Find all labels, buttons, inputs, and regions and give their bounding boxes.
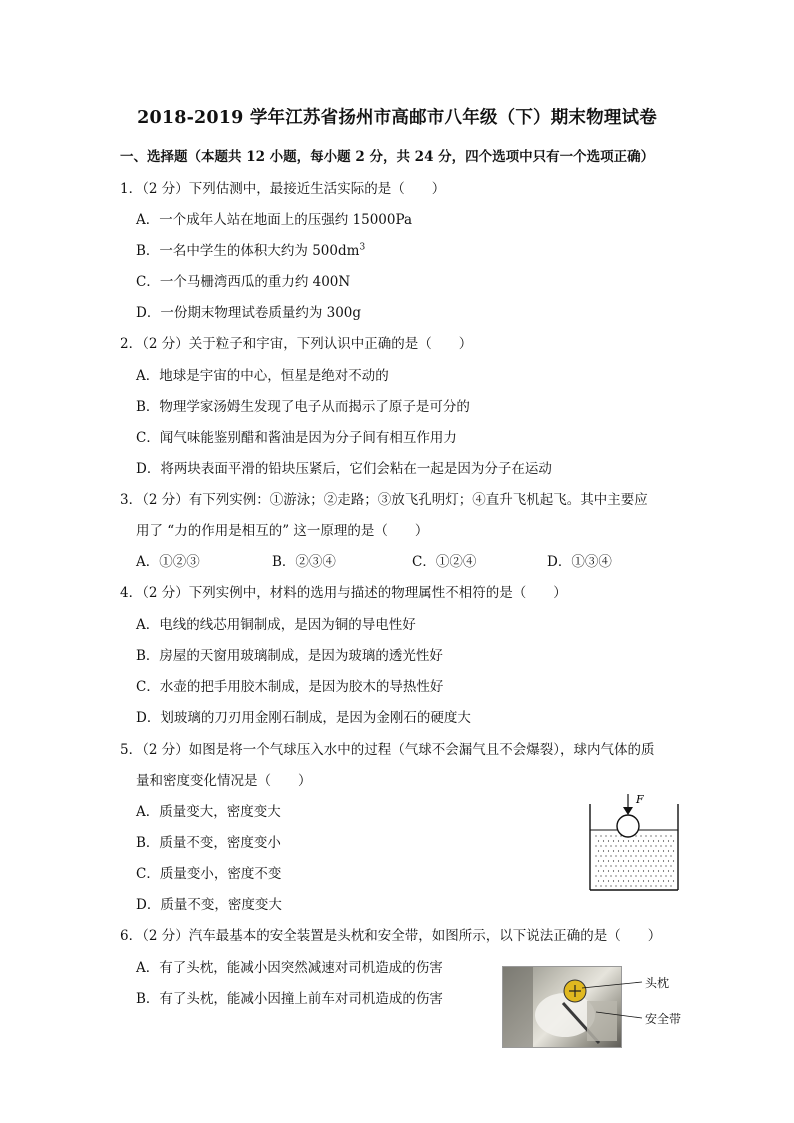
water-dot <box>623 870 624 871</box>
water-dot <box>600 875 601 876</box>
question-1-stem: 1．（2 分）下列估测中，最接近生活实际的是（ ） <box>120 181 446 197</box>
water-dot <box>610 885 611 886</box>
water-dot <box>665 845 666 846</box>
water-dot <box>623 840 624 841</box>
water-dot <box>615 885 616 886</box>
water-dot <box>628 850 629 851</box>
water-dot <box>650 865 651 866</box>
water-dot <box>673 840 674 841</box>
water-dot <box>615 845 616 846</box>
water-dot <box>623 880 624 881</box>
question-4-option-c: C．水壶的把手用胶木制成，是因为胶木的导热性好 <box>136 679 444 695</box>
water-dot <box>605 875 606 876</box>
water-dot <box>600 865 601 866</box>
question-6-stem: 6．（2 分）汽车最基本的安全装置是头枕和安全带，如图所示，以下说法正确的是（ ） <box>120 928 662 944</box>
water-dot <box>595 865 596 866</box>
water-dot <box>668 840 669 841</box>
water-dot <box>673 850 674 851</box>
water-dots <box>595 835 674 886</box>
question-2-option-d: D．将两块表面平滑的铅块压紧后，它们会粘在一起是因为分子在运动 <box>136 461 552 477</box>
water-dot <box>650 885 651 886</box>
question-3-option-c: C．①②④ <box>412 554 477 570</box>
water-dot <box>643 880 644 881</box>
water-dot <box>625 845 626 846</box>
water-dot <box>655 845 656 846</box>
water-dot <box>600 855 601 856</box>
water-dot <box>595 845 596 846</box>
water-dot <box>673 870 674 871</box>
water-dot <box>673 880 674 881</box>
water-dot <box>598 840 599 841</box>
water-dot <box>655 835 656 836</box>
water-dot <box>638 850 639 851</box>
water-dot <box>670 835 671 836</box>
superscript: 3 <box>359 242 366 253</box>
water-dot <box>645 885 646 886</box>
water-dot <box>653 860 654 861</box>
water-dot <box>645 865 646 866</box>
water-dot <box>635 845 636 846</box>
seatbelt-label: 安全带 <box>645 1012 682 1026</box>
water-dot <box>630 875 631 876</box>
water-dot <box>615 855 616 856</box>
water-dot <box>610 855 611 856</box>
water-dot <box>633 860 634 861</box>
balloon-icon <box>617 815 639 837</box>
question-1-option-c: C．一个马栅湾西瓜的重力约 400N <box>136 274 351 290</box>
question-4-stem: 4．（2 分）下列实例中，材料的选用与描述的物理属性不相符的是（ ） <box>120 585 567 601</box>
water-dot <box>665 865 666 866</box>
water-dot <box>670 875 671 876</box>
car-safety-figure <box>502 966 692 1048</box>
water-dot <box>648 870 649 871</box>
water-dot <box>653 840 654 841</box>
water-dot <box>605 855 606 856</box>
water-dot <box>670 865 671 866</box>
water-dot <box>668 870 669 871</box>
water-dot <box>670 855 671 856</box>
water-dot <box>620 875 621 876</box>
water-dot <box>655 865 656 866</box>
water-dot <box>665 855 666 856</box>
water-dot <box>625 885 626 886</box>
water-dot <box>658 840 659 841</box>
force-arrow-icon <box>623 807 633 815</box>
water-dot <box>600 835 601 836</box>
water-dot <box>638 880 639 881</box>
water-dot <box>635 885 636 886</box>
question-4-option-d: D．划玻璃的刀刃用金刚石制成，是因为金刚石的硬度大 <box>136 710 471 726</box>
water-dot <box>618 860 619 861</box>
question-3-stem-line1: 3．（2 分）有下列实例：①游泳；②走路；③放飞孔明灯；④直升飞机起飞。其中主要应 <box>120 492 648 508</box>
water-dot <box>618 840 619 841</box>
water-dot <box>635 875 636 876</box>
water-dot <box>620 865 621 866</box>
water-dot <box>645 835 646 836</box>
force-label: F <box>636 793 644 806</box>
water-dot <box>635 835 636 836</box>
water-dot <box>658 880 659 881</box>
question-5-stem-line1: 5．（2 分）如图是将一个气球压入水中的过程（气球不会漏气且不会爆裂），球内气体的质 <box>120 742 655 758</box>
question-6-option-b: B．有了头枕，能减小因撞上前车对司机造成的伤害 <box>136 991 443 1007</box>
water-dot <box>618 850 619 851</box>
water-dot <box>650 875 651 876</box>
water-dot <box>650 845 651 846</box>
water-dot <box>598 850 599 851</box>
water-dot <box>595 835 596 836</box>
water-dot <box>655 875 656 876</box>
water-dot <box>608 880 609 881</box>
water-dot <box>660 845 661 846</box>
water-dot <box>610 845 611 846</box>
water-dot <box>625 865 626 866</box>
water-dot <box>640 845 641 846</box>
water-dot <box>663 840 664 841</box>
question-1-option-d: D．一份期末物理试卷质量约为 300g <box>136 305 362 321</box>
page-title: 2018-2019 学年江苏省扬州市高邮市八年级（下）期末物理试卷 <box>137 108 657 128</box>
water-dot <box>663 860 664 861</box>
water-dot <box>630 855 631 856</box>
water-dot <box>638 860 639 861</box>
water-dot <box>640 885 641 886</box>
question-5-option-c: C．质量变小，密度不变 <box>136 866 282 882</box>
water-dot <box>660 885 661 886</box>
water-dot <box>598 870 599 871</box>
water-dot <box>620 855 621 856</box>
question-5-option-b: B．质量不变，密度变小 <box>136 835 281 851</box>
water-dot <box>665 885 666 886</box>
water-dot <box>645 875 646 876</box>
water-dot <box>653 870 654 871</box>
water-dot <box>633 870 634 871</box>
water-dot <box>613 860 614 861</box>
question-3-option-a: A．①②③ <box>136 554 200 570</box>
water-dot <box>653 880 654 881</box>
water-dot <box>643 840 644 841</box>
water-dot <box>620 845 621 846</box>
water-dot <box>648 840 649 841</box>
question-3-stem-line2: 用了 “力的作用是相互的” 这一原理的是（ ） <box>136 523 429 539</box>
water-dot <box>640 875 641 876</box>
water-dot <box>618 870 619 871</box>
water-dot <box>608 870 609 871</box>
water-dot <box>648 880 649 881</box>
water-dot <box>608 860 609 861</box>
water-dot <box>658 850 659 851</box>
water-dot <box>650 835 651 836</box>
water-dot <box>660 875 661 876</box>
headrest-label: 头枕 <box>645 976 670 990</box>
water-dot <box>595 875 596 876</box>
water-dot <box>613 850 614 851</box>
water-dot <box>663 870 664 871</box>
water-dot <box>670 845 671 846</box>
question-1-option-b <box>136 239 365 259</box>
water-dot <box>625 875 626 876</box>
water-dot <box>610 865 611 866</box>
question-5-option-a: A．质量变大，密度变大 <box>136 804 281 820</box>
water-dot <box>615 865 616 866</box>
water-dot <box>658 870 659 871</box>
water-dot <box>638 870 639 871</box>
water-dot <box>618 880 619 881</box>
question-1-option-b-text: B．一名中学生的体积大约为 500dm <box>136 243 360 259</box>
water-dot <box>645 855 646 856</box>
water-dot <box>603 860 604 861</box>
water-dot <box>628 840 629 841</box>
water-dot <box>643 870 644 871</box>
water-dot <box>633 850 634 851</box>
water-dot <box>623 860 624 861</box>
question-2-option-c: C．闻气味能鉴别醋和酱油是因为分子间有相互作用力 <box>136 430 457 446</box>
water-dot <box>613 840 614 841</box>
water-dot <box>613 870 614 871</box>
question-3-option-d: D．①③④ <box>547 554 612 570</box>
water-dot <box>665 875 666 876</box>
question-6-option-a: A．有了头枕，能减小因突然减速对司机造成的伤害 <box>136 960 443 976</box>
water-dot <box>663 880 664 881</box>
water-dot <box>600 885 601 886</box>
water-dot <box>623 850 624 851</box>
water-dot <box>640 835 641 836</box>
water-dot <box>668 850 669 851</box>
water-dot <box>635 855 636 856</box>
water-dot <box>608 840 609 841</box>
balloon-in-water-figure <box>588 792 680 892</box>
water-dot <box>663 850 664 851</box>
water-dot <box>673 860 674 861</box>
water-dot <box>603 850 604 851</box>
water-dot <box>660 835 661 836</box>
water-dot <box>668 860 669 861</box>
water-dot <box>670 885 671 886</box>
question-4-option-b: B．房屋的天窗用玻璃制成，是因为玻璃的透光性好 <box>136 648 443 664</box>
water-dot <box>640 855 641 856</box>
question-4-option-a: A．电线的线芯用铜制成，是因为铜的导电性好 <box>136 617 416 633</box>
water-dot <box>605 845 606 846</box>
water-dot <box>595 885 596 886</box>
water-dot <box>628 880 629 881</box>
question-5-stem-line2: 量和密度变化情况是（ ） <box>136 773 312 789</box>
water-dot <box>603 880 604 881</box>
water-dot <box>630 865 631 866</box>
water-dot <box>635 865 636 866</box>
water-dot <box>648 860 649 861</box>
question-2-stem: 2．（2 分）关于粒子和宇宙，下列认识中正确的是（ ） <box>120 336 473 352</box>
water-dot <box>605 885 606 886</box>
water-dot <box>608 850 609 851</box>
question-1-option-a: A．一个成年人站在地面上的压强约 15000Pa <box>136 212 413 228</box>
water-dot <box>660 855 661 856</box>
water-dot <box>668 880 669 881</box>
water-dot <box>615 835 616 836</box>
water-dot <box>630 885 631 886</box>
water-dot <box>625 855 626 856</box>
water-dot <box>630 845 631 846</box>
question-2-option-a: A．地球是宇宙的中心，恒星是绝对不动的 <box>136 368 389 384</box>
water-dot <box>603 840 604 841</box>
water-dot <box>655 855 656 856</box>
water-dot <box>613 880 614 881</box>
water-dot <box>610 835 611 836</box>
water-dot <box>605 865 606 866</box>
water-dot <box>600 845 601 846</box>
water-dot <box>603 870 604 871</box>
water-dot <box>640 865 641 866</box>
section-heading: 一、选择题（本题共 12 小题，每小题 2 分，共 24 分，四个选项中只有一个选项正确） <box>120 149 655 165</box>
question-2-option-b: B．物理学家汤姆生发现了电子从而揭示了原子是可分的 <box>136 399 470 415</box>
water-dot <box>665 835 666 836</box>
water-dot <box>598 860 599 861</box>
question-5-option-d: D．质量不变，密度变大 <box>136 897 282 913</box>
water-dot <box>660 865 661 866</box>
water-dot <box>645 845 646 846</box>
water-dot <box>638 840 639 841</box>
water-dot <box>595 855 596 856</box>
water-dot <box>655 885 656 886</box>
water-dot <box>605 835 606 836</box>
water-dot <box>633 880 634 881</box>
water-dot <box>610 875 611 876</box>
water-dot <box>648 850 649 851</box>
water-dot <box>620 885 621 886</box>
water-dot <box>653 850 654 851</box>
water-dot <box>650 855 651 856</box>
water-dot <box>643 860 644 861</box>
water-dot <box>615 875 616 876</box>
water-dot <box>658 860 659 861</box>
water-dot <box>628 860 629 861</box>
water-dot <box>598 880 599 881</box>
water-dot <box>643 850 644 851</box>
question-3-option-b: B．②③④ <box>272 554 336 570</box>
water-dot <box>628 870 629 871</box>
water-dot <box>633 840 634 841</box>
